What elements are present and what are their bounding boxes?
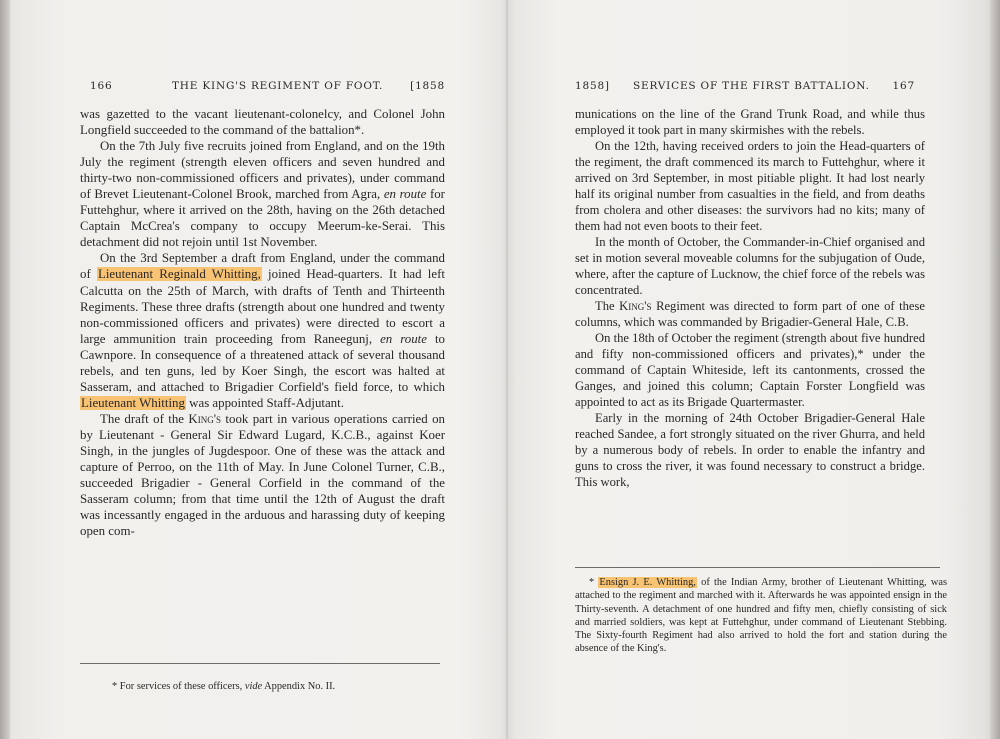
paragraph xyxy=(80,411,445,539)
text-run: to Cawnpore. In consequence of a threatened attack of several thousand rebels, and ten guns, led by Koer Singh, the escort was halted at Sasseram, and attached to Brigadier Corfield's field force, to which xyxy=(80,331,445,394)
paragraph xyxy=(80,138,445,250)
small-caps-text: King's xyxy=(188,411,222,426)
right-footnote xyxy=(575,576,947,656)
left-running-year: [1858 xyxy=(410,80,445,92)
text-run: munications on the line of the Grand Trunk Road, and while thus employed it took part in many skirmishes with the rebels. xyxy=(575,107,925,137)
left-page xyxy=(80,0,445,739)
text-run: Early in the morning of 24th October Brigadier-General Hale reached Sandee, a fort strongly situated on the river Ghurra, and held by a numerous body of rebels. In order to enable the infantry and guns to cross the river, it was found necessary to construct a bridge. This work, xyxy=(575,411,925,489)
text-run: The xyxy=(595,299,620,313)
text-run: On the 7th July five recruits joined from England, and on the 19th July the regiment (strength eleven officers and seven hundred and thirty-two non-commissioned officers and privates), under command of Brevet Lieutenant-Colonel Brook, marched from Agra, xyxy=(80,139,445,202)
right-footnote-rule xyxy=(575,567,940,568)
right-page-number: 167 xyxy=(892,80,915,92)
text-run: * xyxy=(589,577,599,588)
right-running-head xyxy=(575,80,925,96)
paragraph xyxy=(575,330,925,410)
paragraph xyxy=(575,106,925,138)
left-page-edge xyxy=(0,0,10,739)
text-run: Appendix No. II. xyxy=(262,681,336,692)
right-page xyxy=(575,0,948,739)
paragraph xyxy=(575,138,925,234)
paragraph xyxy=(575,234,925,298)
right-body-text xyxy=(575,106,925,490)
left-footnote xyxy=(112,680,442,693)
text-run: was appointed Staff-Adjutant. xyxy=(185,395,344,410)
paragraph xyxy=(575,410,925,490)
right-running-year: 1858] xyxy=(575,80,610,92)
highlighted-name: Lieutenant Reginald Whitting, xyxy=(97,267,261,282)
left-body-text xyxy=(80,106,445,539)
paragraph xyxy=(575,298,925,330)
text-run: joined Head-quarters. It had left Calcutta on the 25th of March, with drafts of Tenth and Thirteenth Regiments. These three drafts (strength about one hundred and twenty non-commissioned officers and privates) were directed to escort a large ammunition train proceeding from Raneegunj, xyxy=(80,267,445,346)
left-footnote-rule xyxy=(80,663,440,664)
text-run: On the 12th, having received orders to join the Head-quarters of the regiment, the draft commenced its march to Futtehghur, where it arrived on 3rd September, in most pitiable plight. It had lost nearly half its original number from casualties in the field, and from deaths from cholera and other diseases: the survivors had no kits; many of them had not even boots to their feet. xyxy=(575,139,925,233)
right-running-title: SERVICES OF THE FIRST BATTALION. xyxy=(633,80,870,92)
small-caps-text: King's xyxy=(619,299,652,313)
left-page-number: 166 xyxy=(90,80,113,92)
text-run: Regiment was directed to form part of one of these columns, which was commanded by Brigadier-General Hale, C.B. xyxy=(575,299,925,329)
text-run: * For services of these officers, xyxy=(112,681,245,692)
text-run: was gazetted to the vacant lieutenant-colonelcy, and Colonel John Longfield succeeded to the command of the battalion*. xyxy=(80,107,445,138)
left-running-title: THE KING'S REGIMENT OF FOOT. xyxy=(172,80,384,92)
text-run: The draft of the xyxy=(100,411,189,426)
italic-text: en route xyxy=(380,331,427,346)
italic-text: en route xyxy=(383,187,427,202)
text-run: On the 18th of October the regiment (strength about five hundred and fifty non-commissioned officers and privates),* under the command of Captain Whiteside, left its cantonments, crossed the Ganges, and joined this column; Captain Forster Longfield was appointed to act as its Brigade Quartermaster. xyxy=(575,331,925,409)
text-run: for Futtehghur, where it arrived on the 28th, having on the 26th detached Captain McCrea's company to occupy Meerum-ke-Serai. This detachment did not rejoin until 1st November. xyxy=(80,187,445,250)
book-gutter xyxy=(506,0,508,739)
right-page-edge xyxy=(990,0,1000,739)
paragraph xyxy=(80,106,445,138)
paragraph xyxy=(80,250,445,410)
text-run: In the month of October, the Commander-in-Chief organised and set in motion several moveable columns for the subjugation of Oude, where, after the capture of Lucknow, the chief force of the rebels was concentrated. xyxy=(575,235,925,297)
text-run: took part in various operations carried on by Lieutenant - General Sir Edward Lugard, K.C.B., against Koer Singh, in the jungles of Jugdespoor. One of these was the attack and capture of Perroo, on the 11th of May. In June Colonel Turner, C.B., succeeded Brigadier - General Corfield in the command of the Sasseram column; from that time until the 12th of August the draft was incessantly engaged in the arduous and harassing duty of keeping open com- xyxy=(80,411,445,539)
highlighted-name: Ensign J. E. Whitting, xyxy=(599,577,696,588)
text-run: of the Indian Army, brother of Lieutenant Whitting, was attached to the regiment and marched with it. Afterwards he was appointed ensign in the Thirty-seventh. A detachment of one hundred and fifty men, chiefly consisting of sick and married soldiers, was kept at Futtehghur, under command of Lieutenant Stebbing. The Sixty-fourth Regiment had also arrived to hold the fort and station during the absence of the King's. xyxy=(575,577,948,655)
text-run: On the 3rd September a draft from England, under the command of xyxy=(80,251,445,282)
italic-text: vide xyxy=(244,681,263,692)
left-running-head xyxy=(80,80,445,96)
highlighted-name: Lieutenant Whitting xyxy=(81,395,185,410)
